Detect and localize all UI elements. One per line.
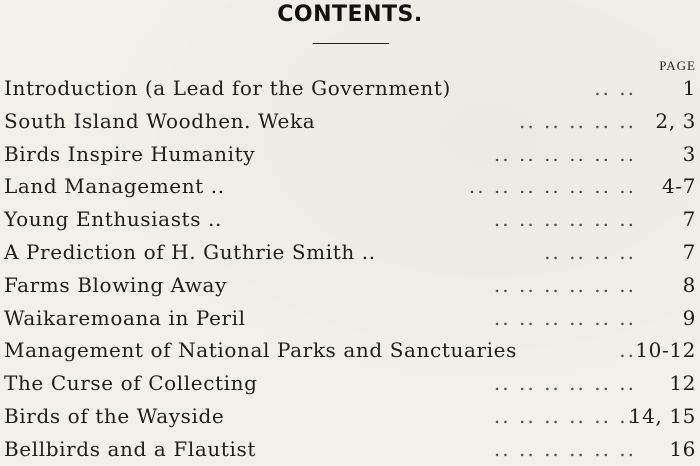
toc-entry-page: 8: [682, 272, 696, 297]
toc-entry-title: Farms Blowing Away: [4, 272, 227, 297]
toc-entry-page: 12: [669, 371, 696, 396]
toc-entry-title: Young Enthusiasts ..: [4, 207, 222, 232]
toc-entry-page: 1: [682, 76, 696, 100]
toc-entry-title: The Curse of Collecting: [4, 371, 258, 396]
toc-entry: [4, 334, 696, 367]
toc-entry-page: 3: [682, 141, 696, 166]
toc-entry: [4, 367, 696, 400]
toc-entry: [4, 138, 696, 171]
toc-entry-page: 16: [669, 436, 696, 461]
toc-entry-page: 4-7: [661, 174, 696, 199]
toc-entry-page: 9: [682, 305, 696, 330]
title-underline-divider: [313, 43, 389, 44]
toc-entry: [4, 203, 696, 236]
toc-entry-leader: ..: [619, 338, 636, 363]
toc-entry-leader: .. .. .. .. .. ..: [493, 305, 636, 330]
toc-entry-title: Birds of the Wayside: [4, 403, 225, 428]
toc-entry: [4, 170, 696, 203]
toc-entry-title: Waikaremoana in Peril: [4, 305, 246, 330]
toc-entry-leader: .. .. .. .. .. ..: [493, 403, 636, 428]
page-column-label: PAGE: [659, 58, 696, 73]
toc-entry-page: 2, 3: [655, 108, 696, 133]
toc-entry-leader: .. .. .. .. .. ..: [493, 272, 636, 297]
toc-entry-leader: .. ..: [594, 76, 636, 100]
page-title: CONTENTS.: [277, 2, 423, 27]
toc-entry-page: 7: [682, 207, 696, 232]
toc-entry-leader: .. .. .. .. .. .. ..: [468, 174, 636, 199]
toc-entry-leader: .. .. .. .. .. ..: [493, 207, 636, 232]
toc-entry-leader: .. .. .. ..: [544, 239, 636, 264]
toc-entry: [4, 433, 696, 466]
toc-entry-title: Birds Inspire Humanity: [4, 141, 256, 166]
toc-entry-leader: .. .. .. .. .. ..: [493, 436, 636, 461]
toc-entry: [4, 72, 696, 105]
toc-entry-page: 14, 15: [628, 403, 696, 428]
toc-entry-title: A Prediction of H. Guthrie Smith ..: [4, 239, 376, 264]
table-of-contents: [4, 72, 696, 466]
toc-entry: [4, 269, 696, 302]
toc-entry-title: South Island Woodhen. Weka: [4, 108, 316, 133]
toc-entry-page: 7: [682, 239, 696, 264]
toc-entry-title: Land Management ..: [4, 174, 225, 199]
toc-entry: [4, 302, 696, 335]
toc-entry: [4, 236, 696, 269]
toc-entry: [4, 400, 696, 433]
toc-entry-leader: .. .. .. .. .. ..: [493, 141, 636, 166]
toc-entry-page: 10-12: [635, 338, 696, 363]
toc-entry-title: Bellbirds and a Flautist: [4, 436, 256, 461]
toc-entry-title: Introduction (a Lead for the Government): [4, 76, 451, 100]
toc-entry: [4, 105, 696, 138]
toc-entry-leader: .. .. .. .. .. ..: [493, 371, 636, 396]
toc-entry-title: Management of National Parks and Sanctuaries: [4, 338, 517, 363]
toc-entry-leader: .. .. .. .. ..: [518, 108, 636, 133]
